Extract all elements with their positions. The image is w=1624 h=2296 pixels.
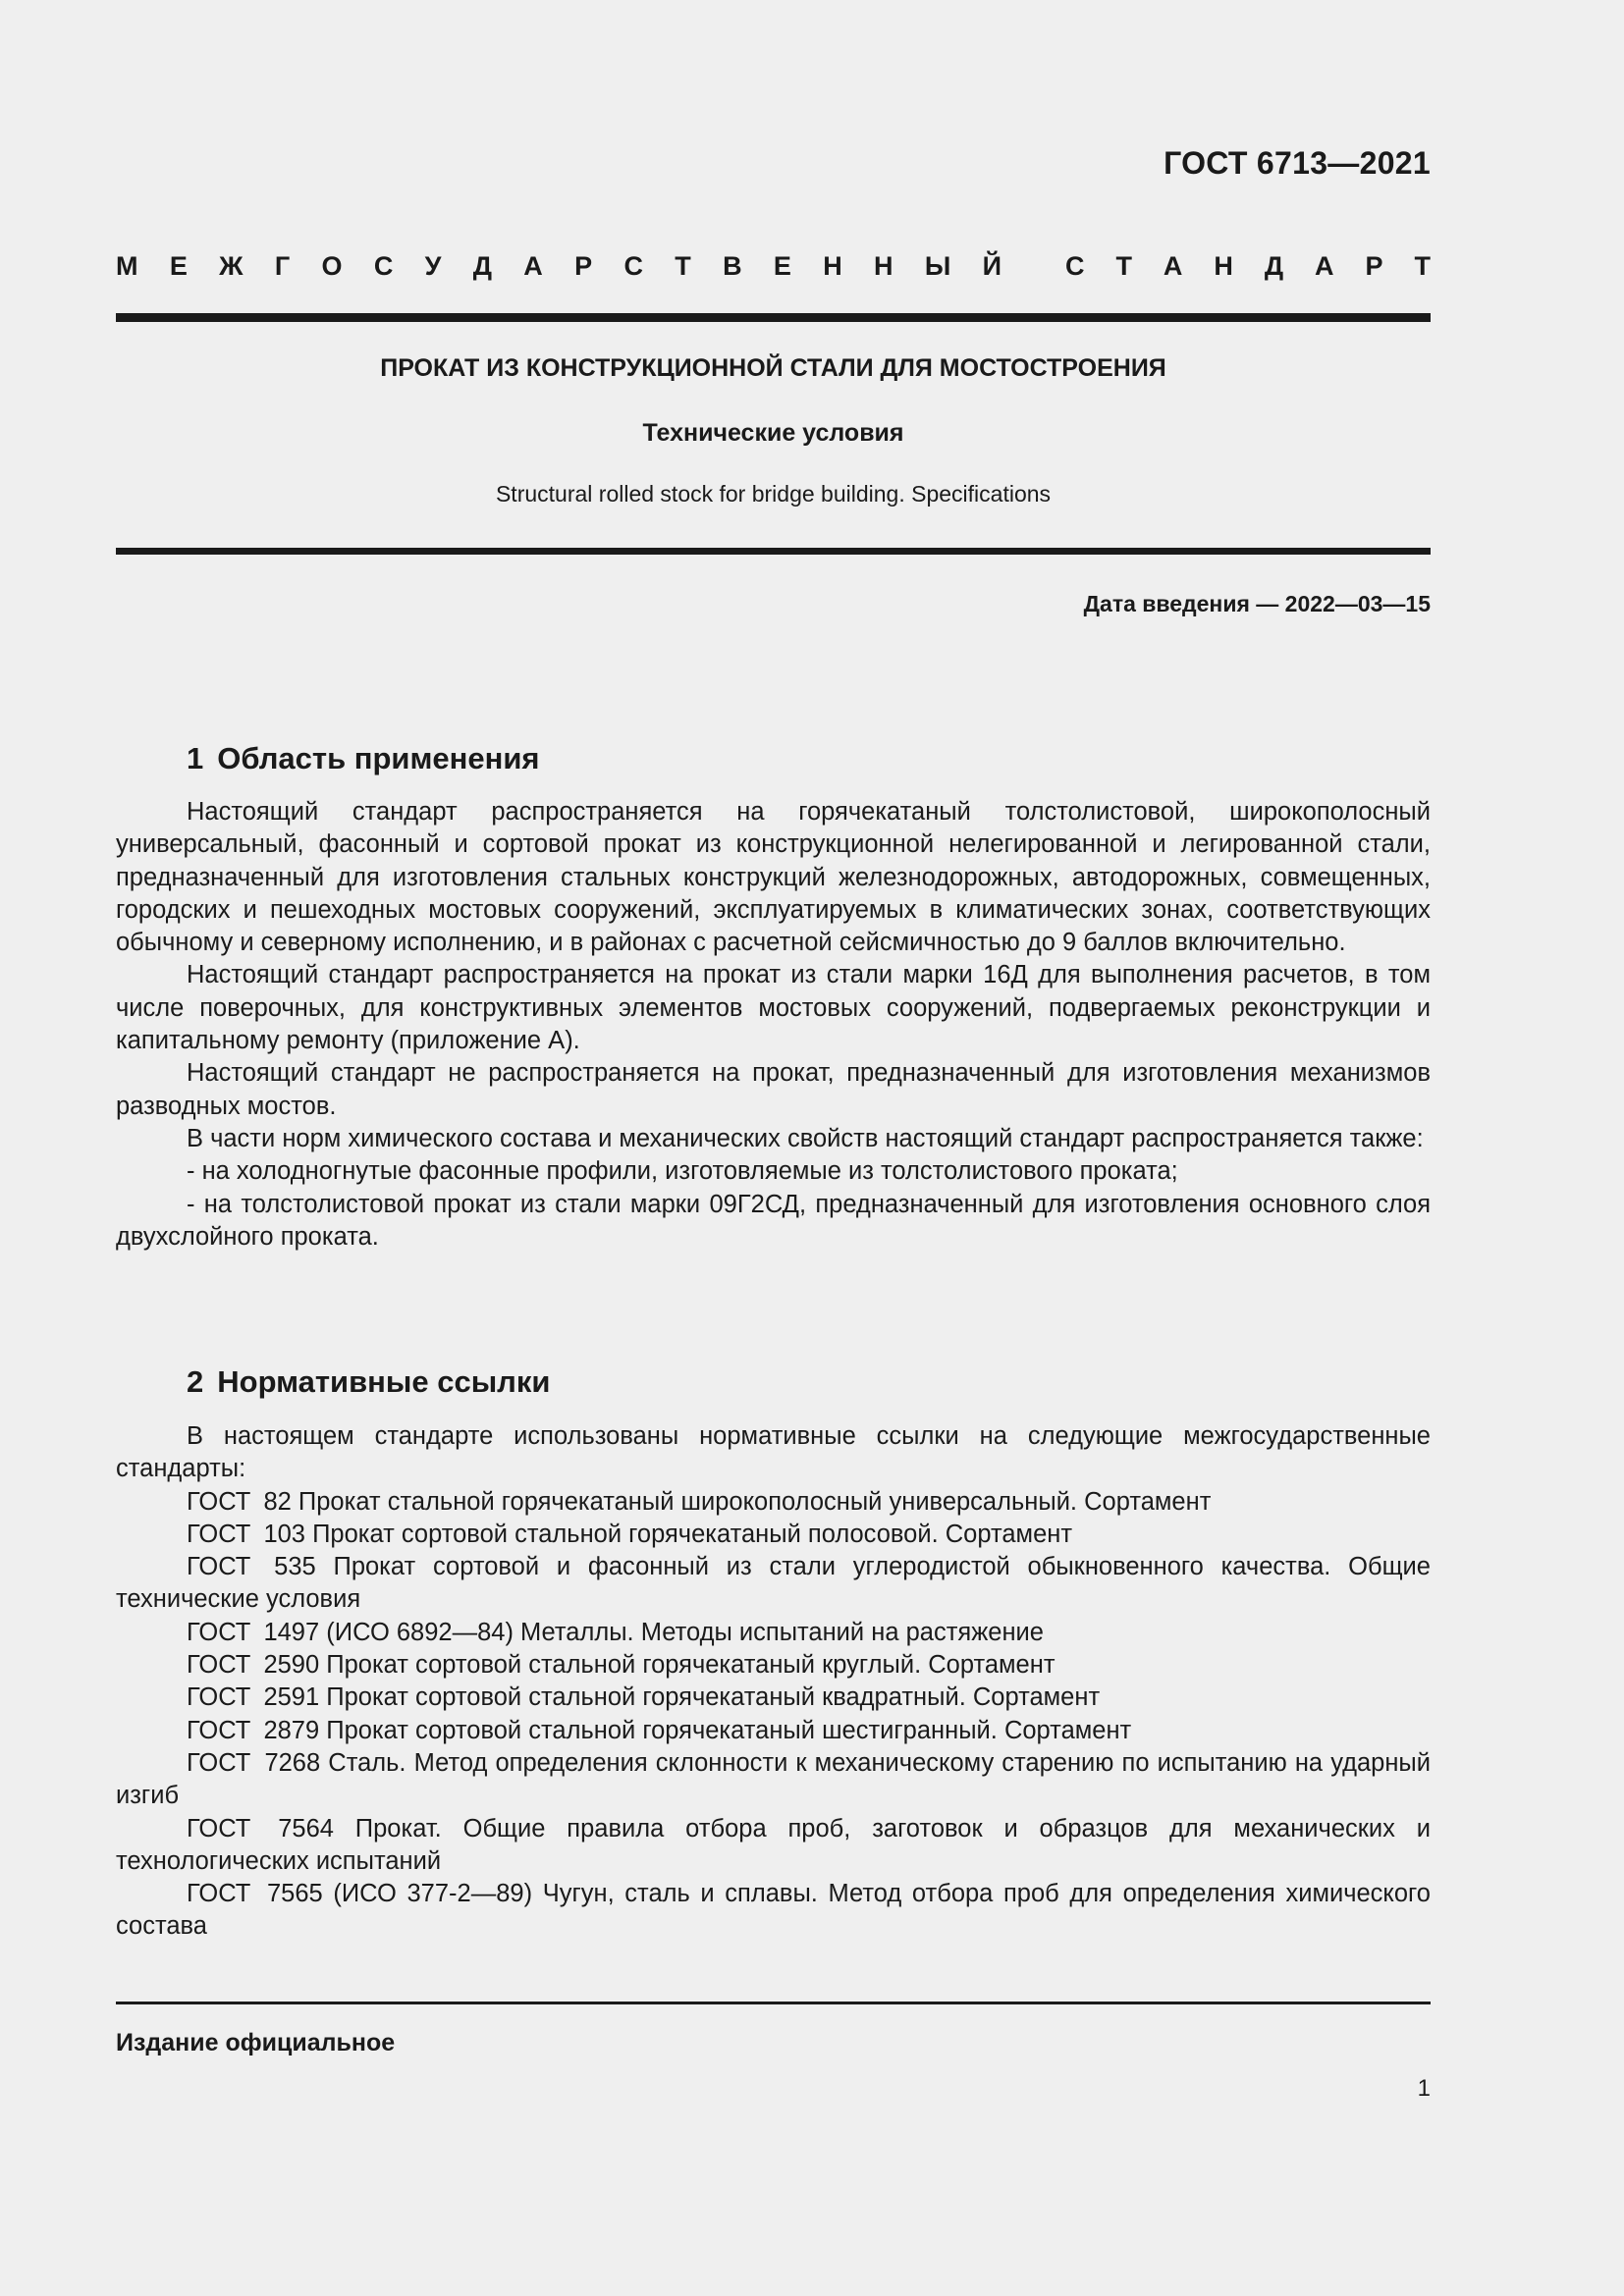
paragraph: В части норм химического состава и механических свойств настоящий стандарт распространяется также:	[187, 1124, 1424, 1152]
paragraph: Настоящий стандарт распространяется на горячекатаный толстолистовой, широкополосный универсальный, фасонный и сортовой прокат из конструкционной нелегированной и легированной стали, предназначенный для изготовления стальных конструкций железнодорожных, автодорожных, совмещенных, городских и пешеходных мостовых сооружений, эксплуатируемых в климатических зонах, соответствующих обычному и северному исполнению, и в районах с расчетной сейсмичностью до 9 баллов включительно.	[116, 798, 1431, 957]
category-letter: Р	[574, 251, 593, 281]
category-letter: Н	[823, 251, 842, 281]
reference-item	[116, 1747, 1431, 1813]
category-letter: Г	[274, 251, 291, 281]
reference-text: Прокат стальной горячекатаный широкополосный универсальный. Сортамент	[298, 1487, 1212, 1516]
reference-item	[116, 1715, 1431, 1747]
reference-text: Прокат сортовой стальной горячекатаный полосовой. Сортамент	[312, 1520, 1073, 1548]
category-letter: С	[1065, 251, 1085, 281]
category-letter: М	[116, 251, 138, 281]
reference-item	[116, 1878, 1431, 1944]
reference-code: ГОСТ 535	[187, 1553, 316, 1581]
category-letter: Д	[472, 251, 492, 281]
reference-code: ГОСТ 1497	[187, 1618, 320, 1646]
official-edition-label: Издание официальное	[116, 2029, 396, 2056]
document-number: ГОСТ 6713—2021	[1164, 145, 1431, 181]
reference-text: Прокат сортовой стальной горячекатаный квадратный. Сортамент	[326, 1683, 1101, 1712]
reference-text: Прокат сортовой стальной горячекатаный шестигранный. Сортамент	[326, 1716, 1132, 1744]
reference-item	[116, 1519, 1431, 1551]
category-letter: Е	[773, 251, 791, 281]
reference-text: Сталь. Метод определения склонности к механическому старению по испытанию на ударный изгиб	[116, 1748, 1431, 1810]
reference-item	[116, 1617, 1431, 1649]
category-letter: У	[424, 251, 442, 281]
reference-text: Прокат сортовой и фасонный из стали углеродистой обыкновенного качества. Общие технические условия	[116, 1553, 1431, 1614]
category-letter: Н	[874, 251, 893, 281]
title-rule	[116, 548, 1431, 555]
reference-item	[116, 1682, 1431, 1714]
footer-rule	[116, 2002, 1431, 2004]
category-letter: А	[1315, 251, 1334, 281]
category-letter: Е	[169, 251, 188, 281]
list-item: - на холодногнутые фасонные профили, изготовляемые из толстолистового проката;	[187, 1157, 1178, 1186]
category-letter: Т	[1414, 251, 1431, 281]
section-number: 2	[187, 1364, 204, 1399]
category-letter: С	[623, 251, 643, 281]
category-letter: О	[321, 251, 343, 281]
section-1-heading	[187, 741, 540, 776]
introduction-date: Дата введения — 2022—03—15	[1083, 591, 1431, 616]
category-letter: А	[523, 251, 543, 281]
category-letter: Д	[1264, 251, 1284, 281]
paragraph: Настоящий стандарт не распространяется на прокат, предназначенный для изготовления механизмов разводных мостов.	[116, 1059, 1431, 1120]
reference-item	[116, 1649, 1431, 1682]
reference-text: Прокат сортовой стальной горячекатаный круглый. Сортамент	[326, 1651, 1056, 1680]
reference-code: ГОСТ 103	[187, 1520, 305, 1548]
reference-text: (ИСО 377-2—89) Чугун, сталь и сплавы. Метод отбора проб для определения химического состава	[116, 1880, 1431, 1941]
reference-code: ГОСТ 2879	[187, 1716, 320, 1744]
reference-item	[116, 1486, 1431, 1519]
reference-item	[116, 1813, 1431, 1879]
reference-code: ГОСТ 7564	[187, 1814, 334, 1842]
reference-code: ГОСТ 2591	[187, 1683, 320, 1712]
reference-text: (ИСО 6892—84) Металлы. Методы испытаний на растяжение	[326, 1618, 1044, 1646]
english-title: Structural rolled stock for bridge building. Specifications	[495, 481, 1052, 507]
section-2-body	[116, 1420, 1431, 1944]
category-letter: Ы	[924, 251, 951, 281]
category-letter: Т	[675, 251, 691, 281]
section-number: 1	[187, 741, 204, 775]
category-letter: Т	[1115, 251, 1132, 281]
section-title: Нормативные ссылки	[217, 1364, 551, 1399]
header-rule-thick	[116, 313, 1431, 322]
category-letter: Р	[1365, 251, 1383, 281]
reference-code: ГОСТ 7268	[187, 1748, 321, 1777]
section-title: Область применения	[217, 741, 540, 775]
section-1-body	[116, 796, 1431, 1254]
reference-item	[116, 1551, 1431, 1617]
reference-text: Прокат. Общие правила отбора проб, заготовок и образцов для механических и технологических испытаний	[116, 1814, 1431, 1875]
category-word-standard	[1065, 251, 1431, 282]
document-page	[116, 0, 1431, 2296]
reference-code: ГОСТ 82	[187, 1487, 292, 1516]
page-number: 1	[1417, 2075, 1431, 2102]
category-letter: С	[373, 251, 394, 281]
category-letter: А	[1163, 251, 1183, 281]
category-word-interstate	[116, 251, 1001, 282]
document-subtitle: Технические условия	[642, 419, 904, 447]
list-item: - на толстолистовой прокат из стали марки 09Г2СД, предназначенный для изготовления основного слоя двухслойного проката.	[116, 1190, 1431, 1251]
category-letter: Н	[1214, 251, 1233, 281]
reference-code: ГОСТ 7565	[187, 1880, 323, 1908]
section-2-heading	[187, 1364, 550, 1400]
paragraph: В настоящем стандарте использованы нормативные ссылки на следующие межгосударственные стандарты:	[116, 1422, 1431, 1483]
category-letter: Ж	[219, 251, 244, 281]
reference-code: ГОСТ 2590	[187, 1651, 320, 1680]
document-title: ПРОКАТ ИЗ КОНСТРУКЦИОННОЙ СТАЛИ ДЛЯ МОСТОСТРОЕНИЯ	[380, 354, 1166, 382]
paragraph: Настоящий стандарт распространяется на прокат из стали марки 16Д для выполнения расчетов, в том числе поверочных, для конструктивных элементов мостовых сооружений, подвергаемых реконструкции и капитальному ремонту (приложение А).	[116, 961, 1431, 1055]
category-letter: В	[723, 251, 742, 281]
standard-category	[116, 251, 1431, 282]
category-letter: Й	[982, 251, 1001, 281]
